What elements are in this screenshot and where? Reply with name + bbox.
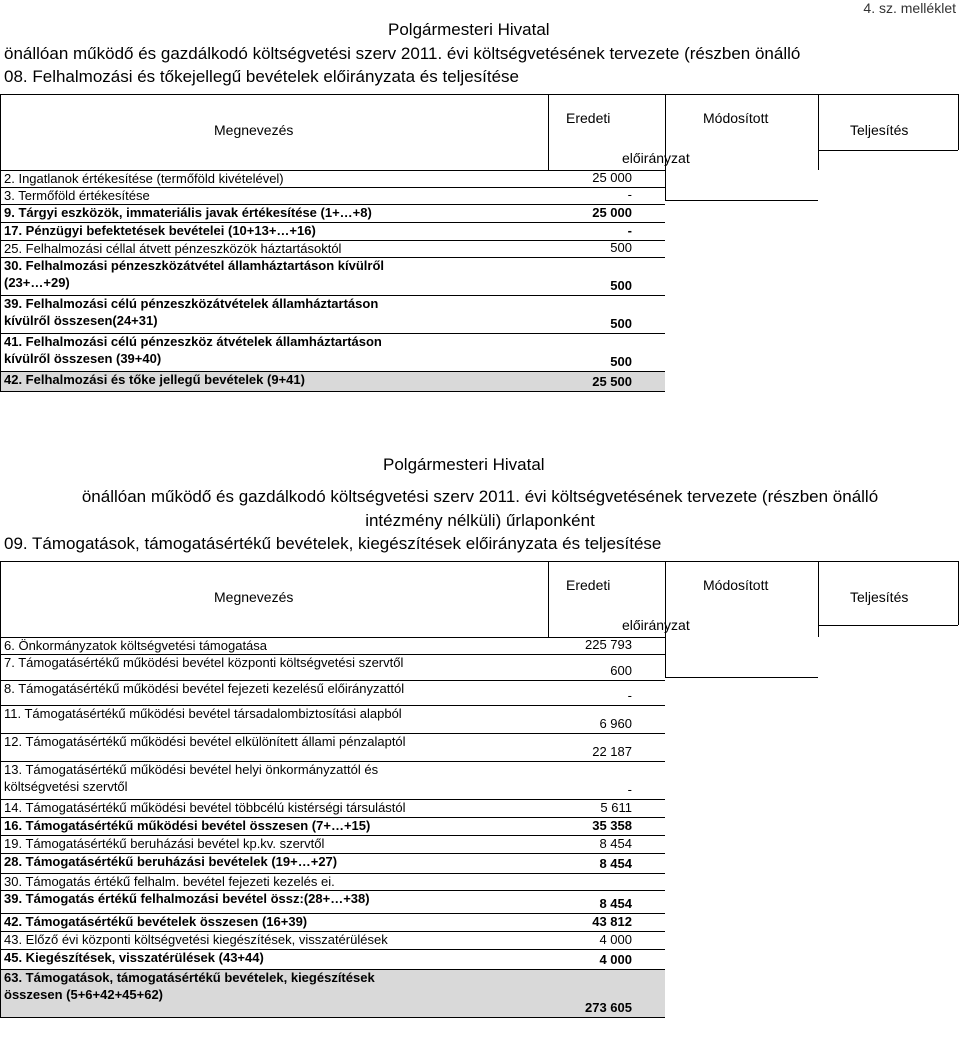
section1-office: Polgármesteri Hivatal [388, 20, 550, 39]
row-label: 63. Támogatások, támogatásértékű bevételek, kiegészítések [4, 970, 375, 985]
table-right-border [958, 561, 959, 625]
row-label-cont: (23+…+29) [4, 275, 70, 290]
row-label: 16. Támogatásértékű működési bevétel összesen (7+…+15) [4, 818, 371, 833]
done-column-bottom [818, 150, 958, 151]
row-value-original: 35 358 [592, 818, 632, 833]
row-value-original: 43 812 [592, 914, 632, 929]
row-label: 45. Kiegészítések, visszatérülések (43+44) [4, 950, 264, 965]
section2-title: 09. Támogatások, támogatásértékű bevételek, kiegészítések előirányzata és teljesítése [4, 534, 662, 553]
row-label: 25. Felhalmozási céllal átvett pénzeszközök háztartásoktól [4, 241, 342, 256]
row-label: 3. Termőföld értékesítése [4, 188, 150, 203]
row-label: 30. Felhalmozási pénzeszközátvétel államháztartáson kívülről [4, 258, 385, 273]
col-header-done: Teljesítés [850, 122, 909, 138]
row-label: 2. Ingatlanok értékesítése (termőföld kivételével) [4, 171, 284, 186]
col-header-appropriation: előirányzat [622, 150, 690, 166]
row-label-cont: kívülről összesen(24+31) [4, 313, 158, 328]
row-value-original: 22 187 [592, 744, 632, 759]
row-value-original: 25 500 [592, 374, 632, 389]
header-top-border [818, 561, 958, 562]
row-value-original: - [627, 223, 632, 238]
row-value-original: - [627, 782, 632, 797]
row-label: 19. Támogatásértékű beruházási bevétel kp.kv. szervtől [4, 836, 325, 851]
row-label-cont: kívülről összesen (39+40) [4, 351, 162, 366]
row-value-original: 8 454 [599, 856, 632, 871]
row-label: 39. Támogatás értékű felhalmozási bevétel össz:(28+…+38) [4, 891, 370, 906]
col-header-name: Megnevezés [214, 589, 294, 605]
col-header-modified: Módosított [703, 110, 769, 126]
mod-column-border [665, 637, 666, 677]
row-label: 14. Támogatásértékű működési bevétel többcélú kistérségi társulástól [4, 800, 406, 815]
row-label: 43. Előző évi központi költségvetési kiegészítések, visszatérülések [4, 932, 388, 947]
row-label: 42. Támogatásértékű bevételek összesen (16+39) [4, 914, 308, 929]
row-label: 9. Tárgyi eszközök, immateriális javak értékesítése (1+…+8) [4, 205, 372, 220]
table-left-border [0, 561, 1, 1017]
done-column-bottom [818, 625, 958, 626]
col-header-appropriation: előirányzat [622, 617, 690, 633]
row-value-original: 500 [610, 316, 632, 331]
row-label: 8. Támogatásértékű működési bevétel fejezeti kezelésű előirányzattól [4, 681, 405, 696]
row-label-cont: összesen (5+6+42+45+62) [4, 987, 164, 1002]
header-column-divider [548, 94, 549, 170]
row-value-original: 4 000 [599, 932, 632, 947]
table-left-border [0, 94, 1, 391]
row-value-original: 500 [610, 278, 632, 293]
row-value-original: 273 605 [585, 1000, 632, 1015]
section2-subtitle: önállóan működő és gazdálkodó költségvetési szerv 2011. évi költségvetésének tervezete (részben önálló [81, 487, 879, 506]
table-bottom-border [0, 1017, 665, 1018]
row-value-original: 8 454 [599, 896, 632, 911]
row-value-original: - [627, 187, 632, 202]
col-header-original: Eredeti [566, 577, 611, 593]
row-value-original: 6 960 [599, 716, 632, 731]
section2-office: Polgármesteri Hivatal [383, 455, 545, 474]
table-bottom-border [0, 391, 665, 392]
row-label-cont: költségvetési szervtől [4, 779, 128, 794]
row-value-original: 5 611 [600, 800, 632, 815]
row-label: 42. Felhalmozási és tőke jellegű bevételek (9+41) [4, 372, 305, 387]
col-header-original: Eredeti [566, 110, 611, 126]
row-label: 17. Pénzügyi befektetések bevételei (10+13+…+16) [4, 223, 316, 238]
col-header-modified: Módosított [703, 577, 769, 593]
row-value-original: 500 [610, 354, 632, 369]
col-header-done: Teljesítés [850, 589, 909, 605]
header-top-border [0, 94, 818, 95]
annex-label: 4. sz. melléklet [863, 0, 956, 16]
row-value-original: 225 793 [585, 637, 632, 652]
row-label: 7. Támogatásértékű működési bevétel központi költségvetési szervtől [4, 655, 404, 670]
row-value-original: 4 000 [599, 952, 632, 967]
section2-subtitle-cont: intézmény nélküli) űrlaponként [365, 511, 595, 530]
header-top-border [0, 561, 818, 562]
row-value-original: 600 [610, 663, 632, 678]
row-label: 11. Támogatásértékű működési bevétel társadalombiztosítási alapból [4, 706, 402, 721]
row-label: 28. Támogatásértékű beruházási bevételek (19+…+27) [4, 854, 338, 869]
mod-column-bottom [665, 200, 818, 201]
row-value-original: 500 [610, 240, 632, 255]
row-label: 39. Felhalmozási célú pénzeszközátvételek államháztartáson [4, 296, 379, 311]
mod-column-border [665, 170, 666, 200]
mod-column-bottom [665, 677, 818, 678]
row-label: 30. Támogatás értékű felhalm. bevétel fejezeti kezelés ei. [4, 874, 335, 889]
row-value-original: 8 454 [599, 836, 632, 851]
row-label: 41. Felhalmozási célú pénzeszköz átvételek államháztartáson [4, 334, 382, 349]
col-header-name: Megnevezés [214, 122, 294, 138]
header-top-border [818, 94, 958, 95]
section1-subtitle: önállóan működő és gazdálkodó költségvetési szerv 2011. évi költségvetésének tervezete (részben önálló [4, 44, 801, 63]
row-label: 13. Támogatásértékű működési bevétel helyi önkormányzattól és [4, 762, 379, 777]
row-label: 6. Önkormányzatok költségvetési támogatása [4, 638, 268, 653]
section1-title: 08. Felhalmozási és tőkejellegű bevételek előirányzata és teljesítése [4, 67, 520, 86]
table-right-border [958, 94, 959, 150]
row-value-original: - [627, 688, 632, 703]
row-value-original: 25 000 [592, 170, 632, 185]
row-label: 12. Támogatásértékű működési bevétel elkülönített állami pénzalaptól [4, 734, 406, 749]
header-column-divider [818, 94, 819, 170]
header-column-divider [548, 561, 549, 637]
row-value-original: 25 000 [592, 205, 632, 220]
